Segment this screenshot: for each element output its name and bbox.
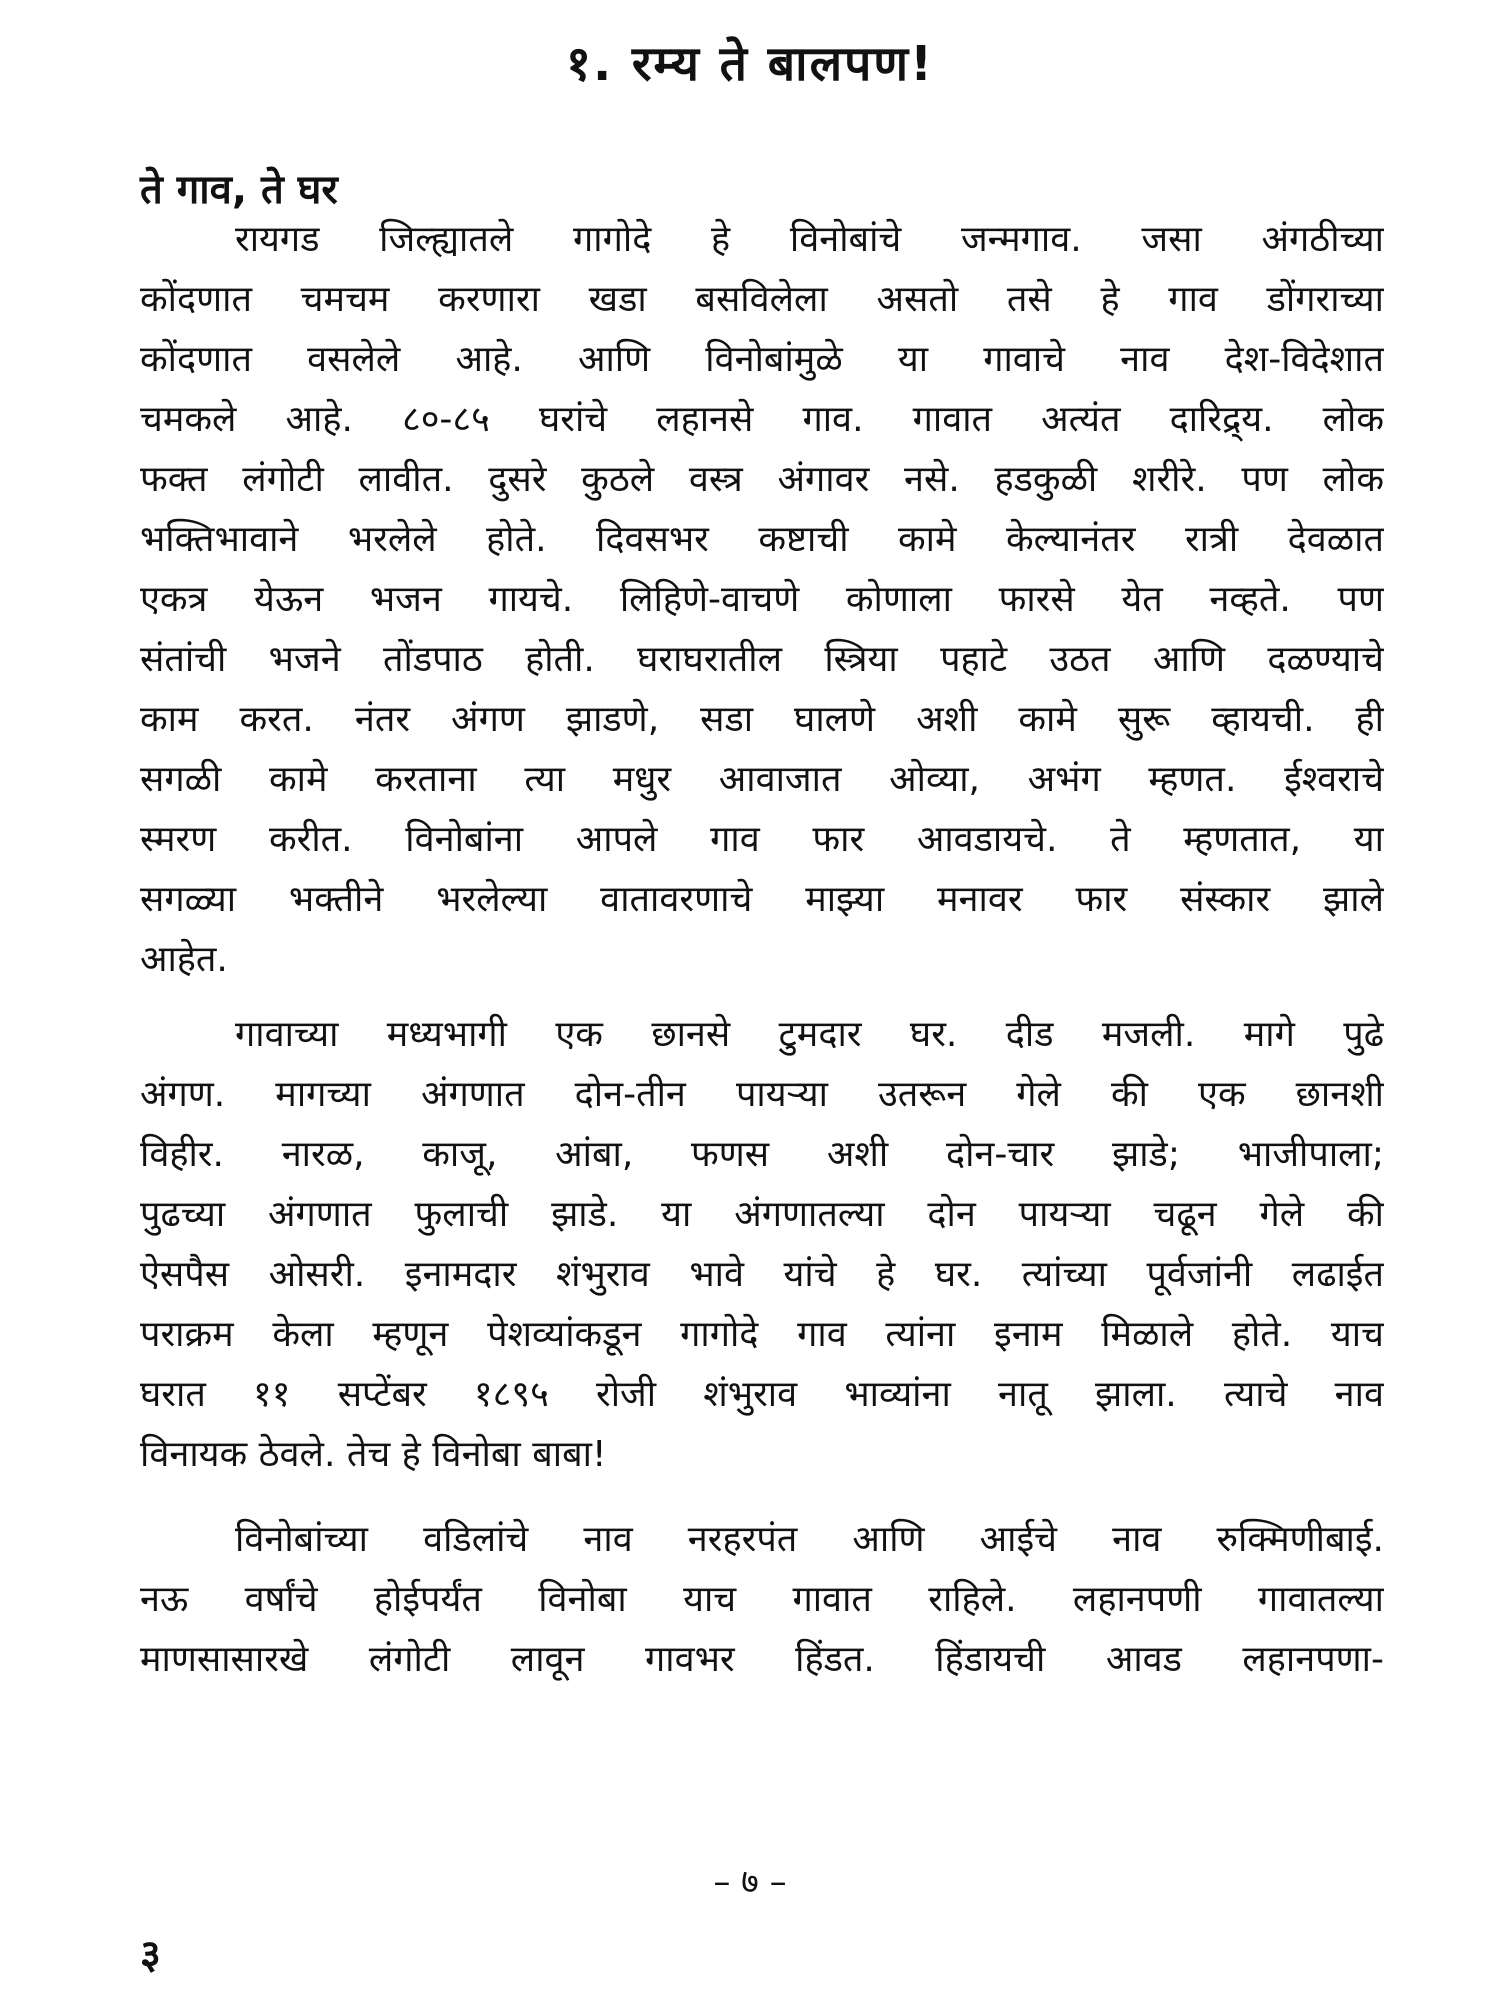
- text-line: फक्त लंगोटी लावीत. दुसरे कुठले वस्त्र अंगावर नसे. हडकुळी शरीरे. पण लोक: [140, 459, 1384, 500]
- text-line: आहेत.: [140, 939, 228, 980]
- text-line: स्मरण करीत. विनोबांना आपले गाव फार आवडायचे. ते म्हणतात, या: [140, 819, 1384, 860]
- text-line: कोंदणात चमचम करणारा खडा बसविलेला असतो तसे हे गाव डोंगराच्या: [140, 279, 1384, 320]
- page-number: – ७ –: [713, 1862, 787, 1902]
- text-line: विनोबांच्या वडिलांचे नाव नरहरपंत आणि आईचे नाव रुक्मिणीबाई.: [235, 1519, 1384, 1560]
- chapter-title: १. रम्य ते बालपण!: [565, 36, 934, 92]
- text-line: सगळी कामे करताना त्या मधुर आवाजात ओव्या, अभंग म्हणत. ईश्वराचे: [140, 759, 1384, 800]
- text-line: काम करत. नंतर अंगण झाडणे, सडा घालणे अशी कामे सुरू व्हायची. ही: [140, 699, 1384, 740]
- text-line: अंगण. मागच्या अंगणात दोन-तीन पायऱ्या उतरून गेले की एक छानशी: [140, 1074, 1384, 1115]
- text-line: पुढच्या अंगणात फुलाची झाडे. या अंगणातल्या दोन पायऱ्या चढून गेले की: [140, 1194, 1384, 1235]
- text-line: विनायक ठेवले. तेच हे विनोबा बाबा!: [140, 1434, 607, 1475]
- text-line: ऐसपैस ओसरी. इनामदार शंभुराव भावे यांचे हे घर. त्यांच्या पूर्वजांनी लढाईत: [140, 1254, 1384, 1295]
- text-line: चमकले आहे. ८०-८५ घरांचे लहानसे गाव. गावात अत्यंत दारिद्र्य. लोक: [140, 399, 1384, 440]
- text-line: एकत्र येऊन भजन गायचे. लिहिणे-वाचणे कोणाला फारसे येत नव्हते. पण: [140, 579, 1384, 620]
- text-line: भक्तिभावाने भरलेले होते. दिवसभर कष्टाची कामे केल्यानंतर रात्री देवळात: [140, 519, 1384, 560]
- text-line: नऊ वर्षांचे होईपर्यंत विनोबा याच गावात राहिले. लहानपणी गावातल्या: [140, 1579, 1384, 1620]
- section-heading: ते गाव, ते घर: [140, 167, 338, 213]
- text-line: रायगड जिल्ह्यातले गागोदे हे विनोबांचे जन्मगाव. जसा अंगठीच्या: [235, 219, 1384, 260]
- text-line: माणसासारखे लंगोटी लावून गावभर हिंडत. हिंडायची आवड लहानपणा-: [140, 1639, 1384, 1680]
- text-line: गावाच्या मध्यभागी एक छानसे टुमदार घर. दीड मजली. मागे पुढे: [235, 1014, 1384, 1055]
- text-line: पराक्रम केला म्हणून पेशव्यांकडून गागोदे गाव त्यांना इनाम मिळाले होते. याच: [140, 1314, 1384, 1355]
- text-line: विहीर. नारळ, काजू, आंबा, फणस अशी दोन-चार झाडे; भाजीपाला;: [140, 1134, 1384, 1175]
- text-line: घरात ११ सप्टेंबर १८९५ रोजी शंभुराव भाव्यांना नातू झाला. त्याचे नाव: [140, 1374, 1384, 1415]
- signature-number: ३: [140, 1932, 161, 1978]
- text-line: संतांची भजने तोंडपाठ होती. घराघरातील स्त्रिया पहाटे उठत आणि दळण्याचे: [140, 639, 1384, 680]
- text-line: कोंदणात वसलेले आहे. आणि विनोबांमुळे या गावाचे नाव देश-विदेशात: [140, 339, 1384, 380]
- text-line: सगळ्या भक्तीने भरलेल्या वातावरणाचे माझ्या मनावर फार संस्कार झाले: [140, 879, 1384, 920]
